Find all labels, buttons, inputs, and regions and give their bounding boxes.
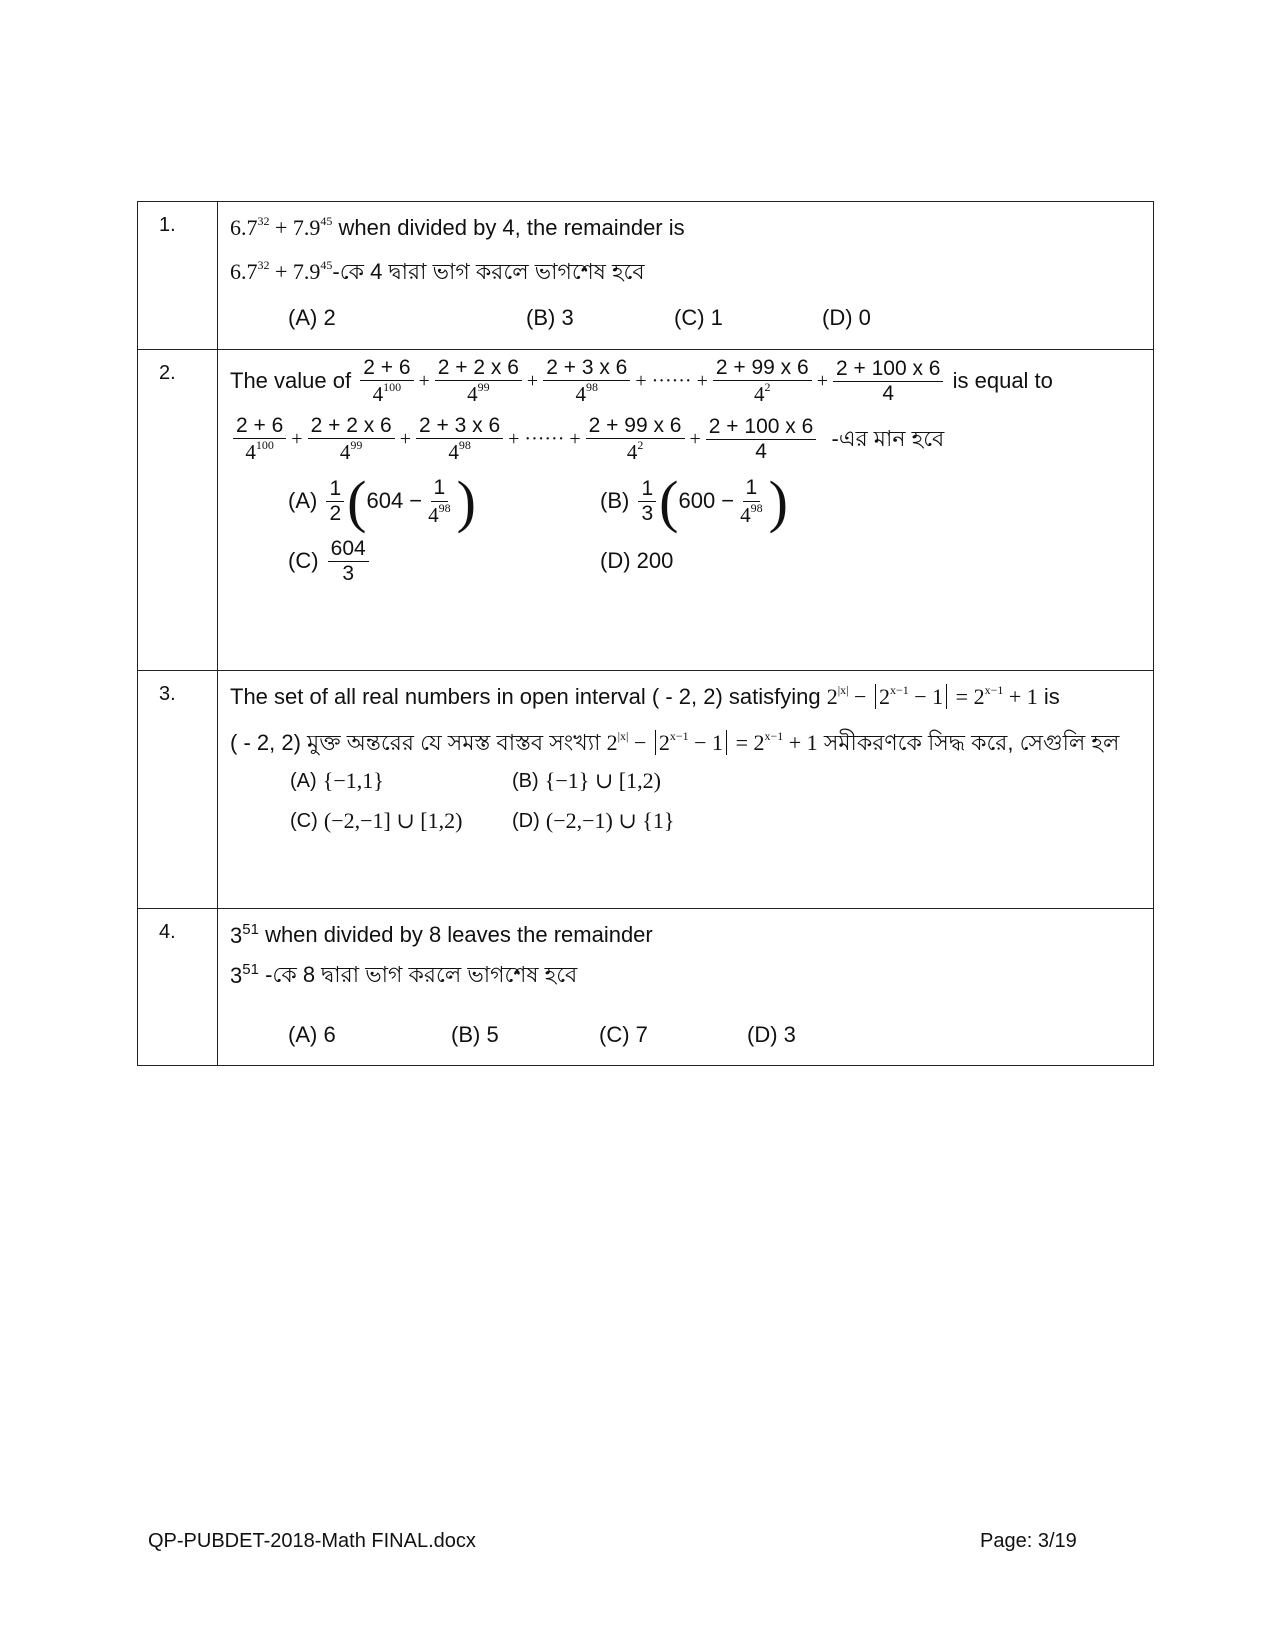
option-c[interactable]: (C) 7 — [599, 1021, 648, 1047]
fraction: $\frac{2 + 100 x 6}{4}$ — [833, 357, 944, 406]
option-c[interactable]: (C) (−2,−1] ∪ [1,2) — [290, 807, 463, 833]
question-text-en: $6.7^{32} + 7.9^{45}$ when divided by 4, the remainder is — [230, 210, 1143, 246]
option-a[interactable]: (A) 6 — [288, 1021, 336, 1047]
question-number: 3. — [138, 671, 218, 908]
question-body — [218, 671, 1153, 908]
fraction: $\frac{2 + 2 x 6}{4^{99}}$ — [308, 414, 395, 464]
footer-page-number: Page: 3/19 — [980, 1530, 1077, 1552]
option-d[interactable]: (D) 200 — [600, 547, 674, 573]
fraction: $\frac{2 + 6}{4^{100}}$ — [360, 356, 413, 406]
option-a[interactable]: (A) {−1,1} — [290, 767, 384, 793]
math-expression: $6.7^{32} + 7.9^{45}$ — [230, 213, 333, 240]
fraction: $\frac{2 + 99 x 6}{4^2}$ — [713, 356, 812, 406]
question-text-bn: $3^{51}$ -কে 8 দ্বারা ভাগ করলে ভাগশেষ হবে — [230, 957, 1143, 993]
math-expression: $6.7^{32} + 7.9^{45}$ — [230, 257, 333, 284]
footer-filename: QP-PUBDET-2018-Math FINAL.docx — [148, 1530, 476, 1552]
question-row-3 — [138, 671, 1153, 909]
options — [290, 761, 1143, 801]
question-text-en: $3^{51}$ when divided by 8 leaves the remainder — [230, 917, 1143, 953]
math-expression: $2^{|x|} - 2^{x-1} - 1 = 2^{x-1} + 1$ — [826, 682, 1038, 709]
option-b[interactable]: (B) $\frac{1}{3}$ ( 600 − $\frac{1}{4^{98}}$ ) — [600, 468, 788, 534]
question-table — [137, 201, 1154, 1066]
math-expression: $2^{|x|} - 2^{x-1} - 1 = 2^{x-1} + 1$ — [606, 728, 818, 755]
options — [288, 1015, 1143, 1055]
question-number: 1. — [138, 202, 218, 349]
question-row-2 — [138, 350, 1153, 671]
fraction: $\frac{2 + 2 x 6}{4^{99}}$ — [435, 356, 522, 406]
fraction: $\frac{2 + 3 x 6}{4^{98}}$ — [543, 356, 630, 406]
question-text-en: The value of $\frac{2 + 6}{4^{100}}$ + $\frac{2 + 2 x 6}{4^{99}}$ + $\frac{2 + 3 x 6}{4^{98}}$ + ······ + $\frac{2 + 99 x 6}{4^2}$ + $\frac{2 + 100 x 6}{4}$ is equal to — [230, 356, 1053, 407]
question-number: 2. — [138, 350, 218, 670]
fraction: $\frac{2 + 99 x 6}{4^2}$ — [586, 414, 685, 464]
option-a[interactable]: (A) 2 — [288, 304, 336, 330]
fraction: $\frac{2 + 3 x 6}{4^{98}}$ — [416, 414, 503, 464]
math-expression: $3^{51}$ — [230, 960, 259, 988]
option-d[interactable]: (D) 3 — [747, 1021, 796, 1047]
option-c[interactable]: (C) 1 — [674, 304, 723, 330]
question-row-4 — [138, 909, 1153, 1065]
question-text-bn: ( - 2, 2) মুক্ত অন্তরের যে সমস্ত বাস্তব সংখ্যা $2^{|x|} - 2^{x-1} - 1 = 2^{x-1} + 1$ সমীকরণকে সিদ্ধ করে, সেগুলি হল — [230, 725, 1143, 761]
option-b[interactable]: (B) 5 — [451, 1021, 499, 1047]
options — [288, 298, 1143, 338]
question-body — [218, 350, 1153, 670]
question-row-1 — [138, 202, 1153, 350]
options — [288, 468, 1143, 534]
options — [288, 537, 1143, 586]
option-d[interactable]: (D) (−2,−1) ∪ {1} — [512, 807, 675, 833]
question-number: 4. — [138, 909, 218, 1065]
question-text-bn: $\frac{2 + 6}{4^{100}}$ + $\frac{2 + 2 x 6}{4^{99}}$ + $\frac{2 + 3 x 6}{4^{98}}$ + ······ + $\frac{2 + 99 x 6}{4^2}$ + $\frac{2 + 100 x 6}{4}$ -এর মান হবে — [230, 414, 1143, 464]
option-c[interactable]: (C) $\frac{604}{3}$ — [288, 537, 600, 586]
math-expression: $3^{51}$ — [230, 920, 259, 948]
question-body — [218, 909, 1153, 1065]
question-text-en: The set of all real numbers in open interval ( - 2, 2) satisfying $2^{|x|} - 2^{x-1} - 1 = 2^{x-1} + 1$ is — [230, 679, 1143, 715]
option-d[interactable]: (D) 0 — [822, 304, 871, 330]
option-b[interactable]: (B) 3 — [526, 304, 574, 330]
option-a[interactable]: (A) $\frac{1}{2}$ ( 604 − $\frac{1}{4^{98}}$ ) — [288, 468, 476, 534]
question-body — [218, 202, 1153, 349]
question-text-bn: $6.7^{32} + 7.9^{45}$ -কে 4 দ্বারা ভাগ করলে ভাগশেষ হবে — [230, 254, 1143, 290]
option-b[interactable]: (B) {−1} ∪ [1,2) — [512, 767, 661, 793]
options — [290, 801, 1143, 841]
fraction: $\frac{2 + 6}{4^{100}}$ — [233, 414, 286, 464]
fraction: $\frac{2 + 100 x 6}{4}$ — [706, 415, 817, 464]
